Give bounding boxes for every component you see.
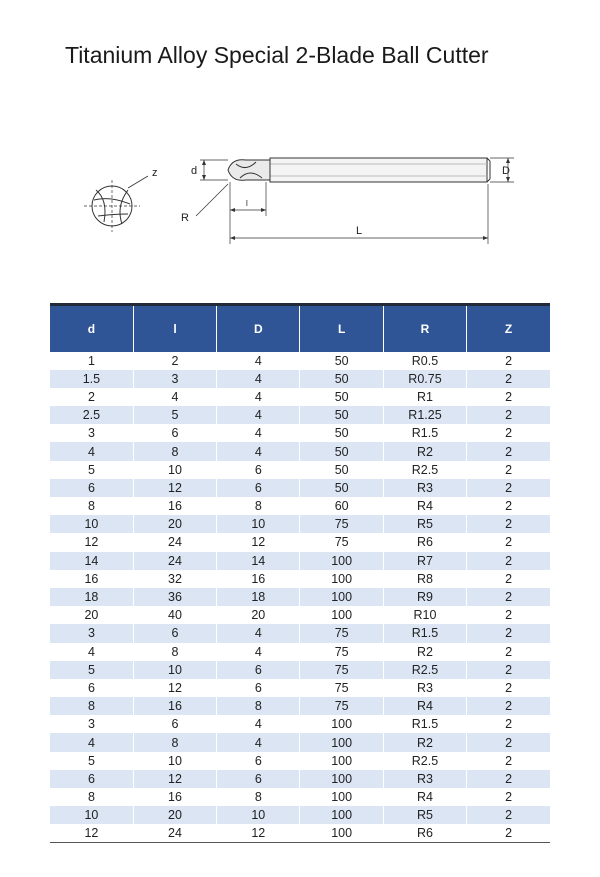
cell-R: R0.5: [383, 352, 466, 370]
cell-Z: 2: [467, 624, 550, 642]
cell-R: R4: [383, 697, 466, 715]
spec-table-grid: [50, 303, 550, 843]
table-row: [50, 570, 550, 588]
cell-L: 100: [300, 715, 383, 733]
d-label: d: [191, 165, 198, 177]
spec-table: [50, 303, 550, 843]
cell-D: 18: [217, 588, 300, 606]
cell-D: 4: [217, 643, 300, 661]
cell-d: 2.5: [50, 406, 133, 424]
cell-L: 50: [300, 424, 383, 442]
cell-Z: 2: [467, 733, 550, 751]
cell-l: 16: [133, 697, 216, 715]
table-row: [50, 533, 550, 551]
cell-d: 10: [50, 515, 133, 533]
side-view-drawing: [196, 158, 514, 244]
table-body: [50, 352, 550, 843]
cell-l: 16: [133, 497, 216, 515]
table-row: [50, 406, 550, 424]
cell-l: 32: [133, 570, 216, 588]
cell-l: 10: [133, 661, 216, 679]
cell-d: 12: [50, 533, 133, 551]
cell-L: 100: [300, 806, 383, 824]
table-row: [50, 370, 550, 388]
cell-l: 6: [133, 624, 216, 642]
cell-d: 12: [50, 824, 133, 843]
cell-L: 100: [300, 824, 383, 843]
cell-d: 6: [50, 679, 133, 697]
cell-L: 75: [300, 533, 383, 551]
table-row: [50, 479, 550, 497]
cell-L: 75: [300, 624, 383, 642]
cell-d: 16: [50, 570, 133, 588]
cell-L: 100: [300, 570, 383, 588]
cell-l: 3: [133, 370, 216, 388]
cell-R: R5: [383, 806, 466, 824]
cell-L: 50: [300, 388, 383, 406]
header-d: d: [50, 305, 133, 352]
cell-L: 50: [300, 406, 383, 424]
cell-Z: 2: [467, 388, 550, 406]
cell-Z: 2: [467, 824, 550, 843]
cell-L: 75: [300, 643, 383, 661]
cell-L: 50: [300, 442, 383, 460]
cell-D: 6: [217, 679, 300, 697]
cell-Z: 2: [467, 570, 550, 588]
cell-R: R2.5: [383, 461, 466, 479]
cell-R: R3: [383, 679, 466, 697]
cell-Z: 2: [467, 752, 550, 770]
cell-l: 20: [133, 806, 216, 824]
cell-R: R1: [383, 388, 466, 406]
cell-D: 6: [217, 461, 300, 479]
cell-d: 20: [50, 606, 133, 624]
header-l: l: [133, 305, 216, 352]
cell-Z: 2: [467, 533, 550, 551]
table-row: [50, 697, 550, 715]
header-L: L: [300, 305, 383, 352]
cell-Z: 2: [467, 679, 550, 697]
cell-L: 100: [300, 588, 383, 606]
R-label: R: [181, 212, 189, 224]
cell-D: 4: [217, 370, 300, 388]
end-view-drawing: [84, 176, 148, 232]
cell-R: R8: [383, 570, 466, 588]
cell-l: 6: [133, 424, 216, 442]
header-Z: Z: [467, 305, 550, 352]
z-label: z: [152, 167, 158, 179]
cell-d: 8: [50, 697, 133, 715]
cell-D: 10: [217, 515, 300, 533]
cell-l: 16: [133, 788, 216, 806]
cell-D: 6: [217, 752, 300, 770]
cell-d: 2: [50, 388, 133, 406]
cell-D: 4: [217, 733, 300, 751]
cell-d: 3: [50, 624, 133, 642]
table-row: [50, 824, 550, 843]
cell-d: 6: [50, 770, 133, 788]
table-row: [50, 588, 550, 606]
cell-D: 12: [217, 533, 300, 551]
header-D: D: [217, 305, 300, 352]
table-row: [50, 788, 550, 806]
table-row: [50, 770, 550, 788]
table-row: [50, 679, 550, 697]
cell-R: R2: [383, 442, 466, 460]
cell-d: 4: [50, 733, 133, 751]
cell-l: 2: [133, 352, 216, 370]
cell-R: R6: [383, 824, 466, 843]
table-row: [50, 752, 550, 770]
cell-d: 1.5: [50, 370, 133, 388]
cell-l: 12: [133, 479, 216, 497]
cell-d: 6: [50, 479, 133, 497]
cell-l: 5: [133, 406, 216, 424]
cell-Z: 2: [467, 697, 550, 715]
table-row: [50, 624, 550, 642]
ball-cutter-technical-drawing: [0, 0, 600, 260]
cell-l: 6: [133, 715, 216, 733]
cell-R: R2.5: [383, 661, 466, 679]
cell-Z: 2: [467, 461, 550, 479]
table-row: [50, 388, 550, 406]
cell-d: 8: [50, 788, 133, 806]
cell-R: R3: [383, 770, 466, 788]
table-row: [50, 733, 550, 751]
header-R: R: [383, 305, 466, 352]
table-row: [50, 352, 550, 370]
cell-D: 4: [217, 624, 300, 642]
cell-Z: 2: [467, 770, 550, 788]
cell-Z: 2: [467, 643, 550, 661]
cell-D: 8: [217, 788, 300, 806]
cell-l: 12: [133, 770, 216, 788]
cell-D: 4: [217, 715, 300, 733]
cell-Z: 2: [467, 715, 550, 733]
cell-l: 24: [133, 533, 216, 551]
cell-Z: 2: [467, 788, 550, 806]
cell-Z: 2: [467, 442, 550, 460]
cell-D: 4: [217, 352, 300, 370]
cell-R: R1.5: [383, 715, 466, 733]
cell-L: 100: [300, 606, 383, 624]
cell-Z: 2: [467, 479, 550, 497]
cell-d: 18: [50, 588, 133, 606]
cell-R: R0.75: [383, 370, 466, 388]
cell-Z: 2: [467, 661, 550, 679]
table-row: [50, 442, 550, 460]
table-row: [50, 806, 550, 824]
cell-l: 24: [133, 552, 216, 570]
cell-R: R7: [383, 552, 466, 570]
cell-L: 75: [300, 697, 383, 715]
cell-Z: 2: [467, 370, 550, 388]
cell-D: 4: [217, 388, 300, 406]
cell-Z: 2: [467, 552, 550, 570]
l-label: l: [246, 199, 248, 208]
table-row: [50, 515, 550, 533]
cell-D: 14: [217, 552, 300, 570]
cell-L: 50: [300, 479, 383, 497]
cell-L: 50: [300, 461, 383, 479]
cell-d: 10: [50, 806, 133, 824]
cell-R: R1.25: [383, 406, 466, 424]
cell-D: 6: [217, 479, 300, 497]
page-title: Titanium Alloy Special 2-Blade Ball Cutter: [65, 42, 489, 68]
cell-Z: 2: [467, 424, 550, 442]
cell-l: 4: [133, 388, 216, 406]
cell-d: 3: [50, 424, 133, 442]
cell-l: 40: [133, 606, 216, 624]
cell-l: 8: [133, 733, 216, 751]
cell-l: 8: [133, 442, 216, 460]
cell-L: 50: [300, 352, 383, 370]
table-row: [50, 661, 550, 679]
table-header-row: [50, 305, 550, 352]
cell-D: 16: [217, 570, 300, 588]
cell-d: 4: [50, 442, 133, 460]
cell-D: 4: [217, 442, 300, 460]
cell-L: 75: [300, 661, 383, 679]
cell-l: 36: [133, 588, 216, 606]
cell-Z: 2: [467, 806, 550, 824]
table-row: [50, 643, 550, 661]
cell-L: 50: [300, 370, 383, 388]
cell-L: 75: [300, 679, 383, 697]
table-row: [50, 606, 550, 624]
cell-R: R2.5: [383, 752, 466, 770]
cell-d: 5: [50, 461, 133, 479]
cell-D: 20: [217, 606, 300, 624]
table-row: [50, 715, 550, 733]
cell-Z: 2: [467, 515, 550, 533]
L-label: L: [356, 225, 363, 237]
cell-L: 100: [300, 788, 383, 806]
cell-R: R1.5: [383, 624, 466, 642]
table-row: [50, 461, 550, 479]
cell-R: R1.5: [383, 424, 466, 442]
D-label: D: [502, 165, 510, 177]
cell-D: 12: [217, 824, 300, 843]
cell-L: 100: [300, 770, 383, 788]
cell-R: R5: [383, 515, 466, 533]
cell-d: 4: [50, 643, 133, 661]
cell-R: R2: [383, 733, 466, 751]
cell-Z: 2: [467, 406, 550, 424]
cell-R: R4: [383, 497, 466, 515]
cell-L: 100: [300, 752, 383, 770]
cell-Z: 2: [467, 588, 550, 606]
cell-l: 8: [133, 643, 216, 661]
table-row: [50, 424, 550, 442]
cell-D: 4: [217, 406, 300, 424]
cell-R: R10: [383, 606, 466, 624]
cell-d: 8: [50, 497, 133, 515]
table-row: [50, 552, 550, 570]
cell-R: R3: [383, 479, 466, 497]
cell-Z: 2: [467, 352, 550, 370]
cell-D: 8: [217, 697, 300, 715]
cell-D: 8: [217, 497, 300, 515]
cell-l: 20: [133, 515, 216, 533]
cell-R: R4: [383, 788, 466, 806]
cell-R: R9: [383, 588, 466, 606]
cell-D: 4: [217, 424, 300, 442]
cell-d: 14: [50, 552, 133, 570]
table-row: [50, 497, 550, 515]
cell-L: 75: [300, 515, 383, 533]
cell-Z: 2: [467, 497, 550, 515]
cell-L: 100: [300, 733, 383, 751]
cell-D: 6: [217, 770, 300, 788]
cell-R: R6: [383, 533, 466, 551]
cell-l: 12: [133, 679, 216, 697]
cell-d: 1: [50, 352, 133, 370]
cell-L: 100: [300, 552, 383, 570]
cell-d: 3: [50, 715, 133, 733]
cell-D: 10: [217, 806, 300, 824]
cell-Z: 2: [467, 606, 550, 624]
cell-d: 5: [50, 752, 133, 770]
cell-l: 10: [133, 461, 216, 479]
cell-L: 60: [300, 497, 383, 515]
cell-D: 6: [217, 661, 300, 679]
cell-l: 10: [133, 752, 216, 770]
cell-R: R2: [383, 643, 466, 661]
cell-l: 24: [133, 824, 216, 843]
cell-d: 5: [50, 661, 133, 679]
